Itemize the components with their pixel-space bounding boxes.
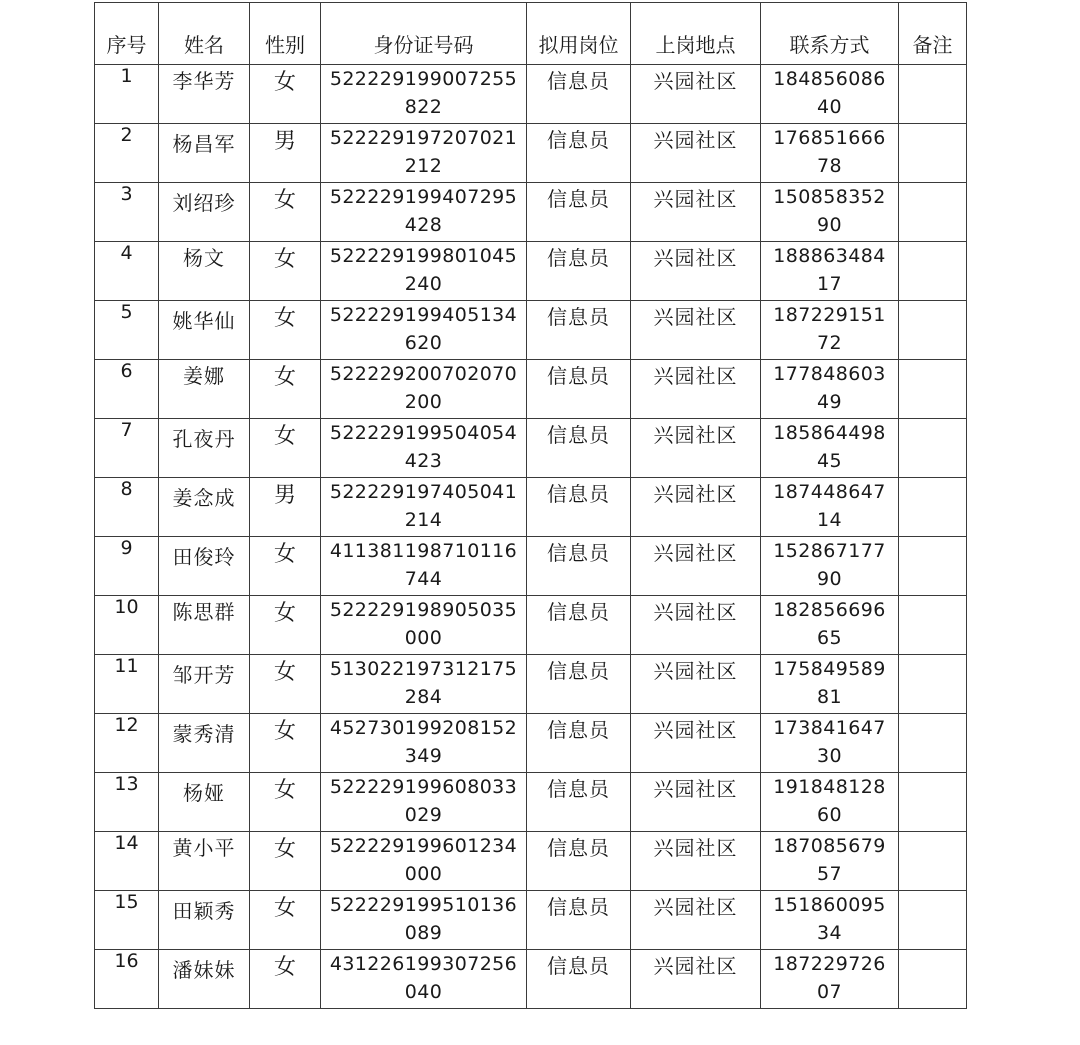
cell-phone [761,242,899,301]
cell-gender: 男 [250,478,321,537]
cell-name: 杨文 [159,242,250,301]
cell-id-number [321,65,527,124]
cell-phone-text: 18285669665 [773,599,886,649]
cell-id-number [321,950,527,1009]
cell-id-number-text: 522229197207021212 [329,127,518,177]
table-header [95,3,967,65]
cell-name: 陈思群 [159,596,250,655]
cell-seq: 16 [95,950,159,1009]
header-id: 身份证号码 [321,3,527,65]
table-row [95,891,967,950]
cell-seq: 3 [95,183,159,242]
cell-gender: 女 [250,537,321,596]
cell-note [899,65,967,124]
cell-phone-text: 15085835290 [773,186,886,236]
table-row [95,950,967,1009]
cell-seq: 9 [95,537,159,596]
cell-phone [761,478,899,537]
cell-phone-text: 19184812860 [773,776,886,826]
cell-location: 兴园社区 [631,891,761,950]
cell-post: 信息员 [527,478,631,537]
header-seq: 序号 [95,3,159,65]
cell-name: 田颖秀 [159,891,250,950]
cell-post: 信息员 [527,183,631,242]
cell-seq: 7 [95,419,159,478]
cell-name: 杨昌军 [159,124,250,183]
cell-phone [761,714,899,773]
cell-post: 信息员 [527,65,631,124]
cell-id-number [321,596,527,655]
cell-phone-text: 15186009534 [773,894,886,944]
cell-gender: 女 [250,832,321,891]
header-row [95,3,967,65]
table-row [95,537,967,596]
cell-phone [761,419,899,478]
cell-id-number [321,773,527,832]
cell-name: 姜念成 [159,478,250,537]
cell-gender: 女 [250,655,321,714]
cell-post: 信息员 [527,242,631,301]
cell-note [899,419,967,478]
cell-seq: 5 [95,301,159,360]
cell-note [899,596,967,655]
cell-note [899,832,967,891]
table-row [95,65,967,124]
cell-id-number [321,891,527,950]
cell-phone [761,891,899,950]
cell-phone [761,832,899,891]
cell-name: 田俊玲 [159,537,250,596]
cell-phone [761,950,899,1009]
cell-name: 刘绍珍 [159,183,250,242]
cell-phone-text: 18886348417 [773,245,886,295]
cell-post: 信息员 [527,832,631,891]
cell-note [899,950,967,1009]
cell-location: 兴园社区 [631,537,761,596]
cell-id-number [321,242,527,301]
cell-gender: 女 [250,950,321,1009]
cell-seq: 6 [95,360,159,419]
cell-seq: 13 [95,773,159,832]
cell-note [899,537,967,596]
cell-post: 信息员 [527,360,631,419]
header-gender: 性别 [250,3,321,65]
cell-post: 信息员 [527,301,631,360]
cell-location: 兴园社区 [631,419,761,478]
cell-note [899,301,967,360]
cell-seq: 1 [95,65,159,124]
cell-location: 兴园社区 [631,478,761,537]
cell-phone [761,183,899,242]
cell-id-number [321,301,527,360]
cell-id-number [321,478,527,537]
cell-id-number-text: 522229200702070200 [329,363,518,413]
cell-location: 兴园社区 [631,183,761,242]
cell-location: 兴园社区 [631,655,761,714]
cell-phone [761,360,899,419]
cell-phone [761,65,899,124]
cell-location: 兴园社区 [631,773,761,832]
cell-post: 信息员 [527,950,631,1009]
cell-id-number-text: 522229199504054423 [329,422,518,472]
cell-location: 兴园社区 [631,124,761,183]
cell-phone [761,537,899,596]
header-note: 备注 [899,3,967,65]
cell-name: 姜娜 [159,360,250,419]
table-row [95,360,967,419]
cell-name: 潘妹妹 [159,950,250,1009]
cell-seq: 8 [95,478,159,537]
cell-note [899,773,967,832]
cell-note [899,183,967,242]
cell-gender: 女 [250,891,321,950]
cell-seq: 2 [95,124,159,183]
cell-gender: 男 [250,124,321,183]
cell-note [899,655,967,714]
cell-location: 兴园社区 [631,242,761,301]
table-row [95,301,967,360]
table-row [95,773,967,832]
cell-id-number [321,124,527,183]
cell-id-number-text: 522229199801045240 [329,245,518,295]
cell-id-number-text: 431226199307256040 [329,953,518,1003]
cell-gender: 女 [250,773,321,832]
cell-note [899,360,967,419]
cell-id-number-text: 522229199405134620 [329,304,518,354]
cell-location: 兴园社区 [631,950,761,1009]
cell-name: 杨娅 [159,773,250,832]
cell-post: 信息员 [527,714,631,773]
cell-location: 兴园社区 [631,301,761,360]
table-row [95,596,967,655]
cell-id-number [321,360,527,419]
cell-note [899,242,967,301]
table-body [95,65,967,1009]
cell-location: 兴园社区 [631,360,761,419]
cell-id-number-text: 522229199007255822 [329,68,518,118]
cell-name: 孔夜丹 [159,419,250,478]
cell-phone-text: 17384164730 [773,717,886,767]
cell-id-number [321,832,527,891]
table-row [95,183,967,242]
cell-phone-text: 18586449845 [773,422,886,472]
cell-gender: 女 [250,65,321,124]
cell-id-number [321,655,527,714]
cell-phone-text: 18744864714 [773,481,886,531]
cell-note [899,714,967,773]
cell-gender: 女 [250,419,321,478]
table-row [95,655,967,714]
cell-gender: 女 [250,714,321,773]
staff-roster-table [94,2,967,1009]
cell-name: 蒙秀清 [159,714,250,773]
cell-phone [761,596,899,655]
cell-location: 兴园社区 [631,714,761,773]
cell-seq: 10 [95,596,159,655]
header-phone: 联系方式 [761,3,899,65]
cell-gender: 女 [250,183,321,242]
cell-phone [761,124,899,183]
table-row [95,124,967,183]
cell-seq: 15 [95,891,159,950]
cell-id-number-text: 522229199601234000 [329,835,518,885]
cell-gender: 女 [250,360,321,419]
cell-phone [761,301,899,360]
cell-seq: 14 [95,832,159,891]
cell-note [899,891,967,950]
table-row [95,478,967,537]
cell-location: 兴园社区 [631,832,761,891]
cell-phone-text: 17685166678 [773,127,886,177]
cell-id-number-text: 522229199608033029 [329,776,518,826]
table-row [95,832,967,891]
cell-note [899,124,967,183]
table-row [95,714,967,773]
cell-id-number [321,537,527,596]
cell-name: 邹开芳 [159,655,250,714]
cell-post: 信息员 [527,596,631,655]
cell-post: 信息员 [527,419,631,478]
cell-post: 信息员 [527,891,631,950]
cell-id-number [321,419,527,478]
cell-gender: 女 [250,596,321,655]
table-row [95,242,967,301]
cell-phone-text: 18708567957 [773,835,886,885]
cell-seq: 4 [95,242,159,301]
cell-note [899,478,967,537]
cell-id-number-text: 522229197405041214 [329,481,518,531]
header-post: 拟用岗位 [527,3,631,65]
cell-id-number-text: 452730199208152349 [329,717,518,767]
cell-id-number-text: 513022197312175284 [329,658,518,708]
cell-phone [761,655,899,714]
cell-id-number [321,714,527,773]
header-name: 姓名 [159,3,250,65]
cell-phone-text: 18722915172 [773,304,886,354]
cell-gender: 女 [250,242,321,301]
cell-name: 李华芳 [159,65,250,124]
cell-id-number-text: 522229198905035000 [329,599,518,649]
cell-phone-text: 18722972607 [773,953,886,1003]
table-row [95,419,967,478]
cell-phone-text: 17584958981 [773,658,886,708]
cell-post: 信息员 [527,124,631,183]
cell-location: 兴园社区 [631,65,761,124]
cell-name: 姚华仙 [159,301,250,360]
cell-post: 信息员 [527,537,631,596]
cell-seq: 11 [95,655,159,714]
cell-phone-text: 17784860349 [773,363,886,413]
cell-id-number-text: 522229199407295428 [329,186,518,236]
cell-gender: 女 [250,301,321,360]
cell-id-number-text: 411381198710116744 [329,540,518,590]
header-location: 上岗地点 [631,3,761,65]
cell-id-number [321,183,527,242]
cell-location: 兴园社区 [631,596,761,655]
cell-id-number-text: 522229199510136089 [329,894,518,944]
cell-post: 信息员 [527,655,631,714]
cell-post: 信息员 [527,773,631,832]
cell-phone-text: 18485608640 [773,68,886,118]
cell-phone [761,773,899,832]
cell-seq: 12 [95,714,159,773]
cell-phone-text: 15286717790 [773,540,886,590]
cell-name: 黄小平 [159,832,250,891]
